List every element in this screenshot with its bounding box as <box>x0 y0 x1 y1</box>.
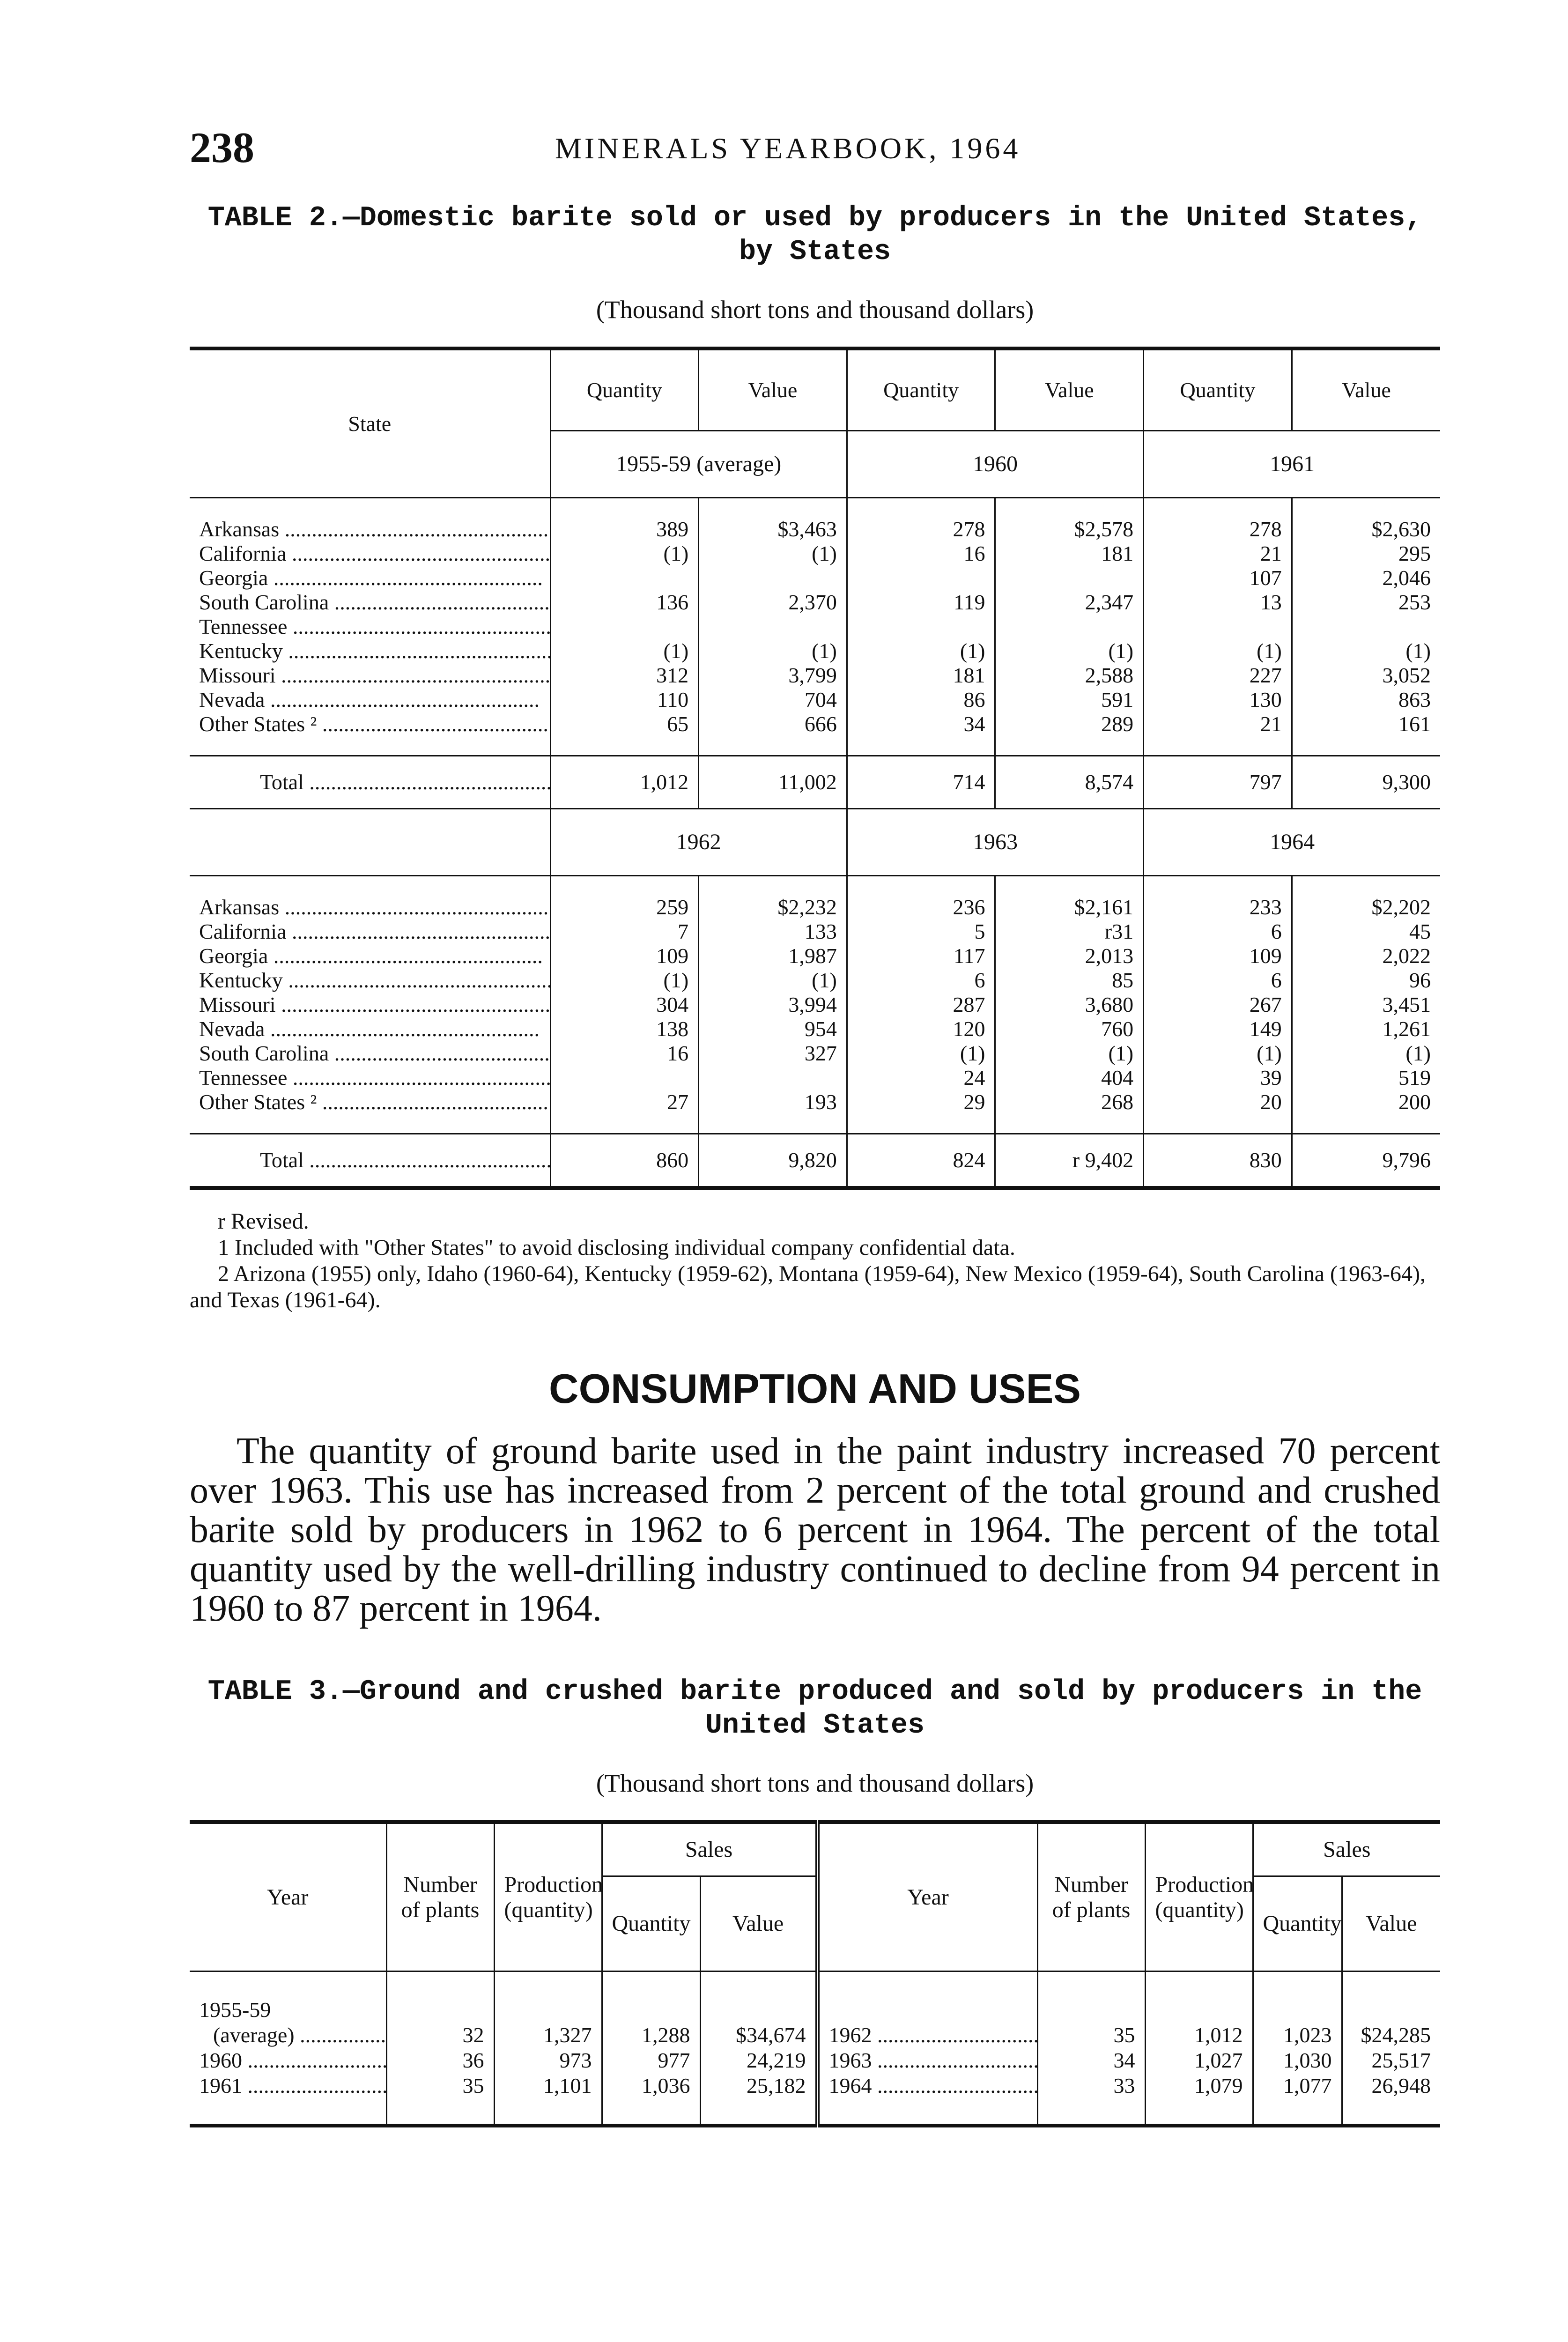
table2-total-row <box>190 756 1440 809</box>
table-cell: (1) <box>550 968 699 993</box>
table-cell: $24,285 <box>1342 2023 1440 2048</box>
table-cell <box>995 615 1144 639</box>
table2-row <box>190 712 1440 736</box>
table-cell <box>550 1066 699 1090</box>
page-number: 238 <box>190 124 254 171</box>
table-cell: 29 <box>847 1090 995 1114</box>
year-column-header: Year <box>190 1822 386 1971</box>
table2-row <box>190 541 1440 566</box>
table-cell: 3,680 <box>995 993 1144 1017</box>
table-cell: (1) <box>699 541 847 566</box>
table-cell <box>550 615 699 639</box>
year-label: (average) ..... <box>190 2023 386 2048</box>
sales-column-header: Sales <box>1253 1822 1440 1876</box>
year-label: 1961 ..... <box>190 2073 386 2098</box>
table-cell: 35 <box>386 2073 494 2098</box>
year-heading: 1960 <box>847 431 1143 498</box>
table-cell: 2,347 <box>995 590 1144 615</box>
table-cell: 130 <box>1144 688 1292 712</box>
table-cell: 20 <box>1144 1090 1292 1114</box>
table-cell: (1) <box>550 541 699 566</box>
table-cell: 977 <box>602 2048 700 2073</box>
year-heading: 1964 <box>1144 809 1440 876</box>
state-name: Arkansas ..... <box>190 517 550 541</box>
table-cell: 181 <box>847 663 995 688</box>
table-cell: 138 <box>550 1017 699 1041</box>
table2 <box>190 347 1440 1190</box>
table2-row <box>190 566 1440 590</box>
table3-row <box>190 2073 1440 2098</box>
table-cell: 312 <box>550 663 699 688</box>
sales-value-header: Value <box>1342 1876 1440 1971</box>
table-cell: 1,036 <box>602 2073 700 2098</box>
quantity-header: Quantity <box>1144 348 1292 431</box>
table-cell <box>699 1066 847 1090</box>
table-cell: 193 <box>699 1090 847 1114</box>
table-cell: 3,451 <box>1292 993 1440 1017</box>
table-cell: $2,578 <box>995 517 1144 541</box>
total-cell: 9,300 <box>1292 756 1440 809</box>
table2-row <box>190 1017 1440 1041</box>
table-cell <box>1253 1997 1342 2023</box>
table-cell <box>700 1997 817 2023</box>
table-cell: 107 <box>1144 566 1292 590</box>
table-cell: 1,012 <box>1145 2023 1253 2048</box>
total-cell: 824 <box>847 1134 995 1188</box>
table-cell: 304 <box>550 993 699 1017</box>
table-cell: 1,079 <box>1145 2073 1253 2098</box>
table3-caption: TABLE 3.—Ground and crushed barite produced and sold by producers in the United States <box>207 1676 1422 1742</box>
year-heading: 1963 <box>847 809 1143 876</box>
table-cell: (1) <box>995 639 1144 663</box>
table-cell: 3,052 <box>1292 663 1440 688</box>
table-cell: (1) <box>1292 639 1440 663</box>
table-cell: 863 <box>1292 688 1440 712</box>
table-cell: 45 <box>1292 919 1440 944</box>
table-cell: 1,327 <box>494 2023 602 2048</box>
table-cell: 1,023 <box>1253 2023 1342 2048</box>
table-cell: 278 <box>1144 517 1292 541</box>
table-cell: $2,630 <box>1292 517 1440 541</box>
state-name: Georgia ..... <box>190 944 550 968</box>
table-cell: (1) <box>550 639 699 663</box>
table-cell: 109 <box>550 944 699 968</box>
table-cell: 404 <box>995 1066 1144 1090</box>
table-cell: 1,101 <box>494 2073 602 2098</box>
table-cell: 236 <box>847 895 995 919</box>
table-cell: 295 <box>1292 541 1440 566</box>
year-label <box>817 1997 1037 2023</box>
year-label: 1960 ..... <box>190 2048 386 2073</box>
total-label: Total ..... <box>190 1134 550 1188</box>
state-name: Arkansas ..... <box>190 895 550 919</box>
total-cell: 8,574 <box>995 756 1144 809</box>
year-heading: 1955-59 (average) <box>550 431 847 498</box>
table-cell: 2,588 <box>995 663 1144 688</box>
table-cell: $2,161 <box>995 895 1144 919</box>
plants-column-header: Number of plants <box>386 1822 494 1971</box>
table-cell: 149 <box>1144 1017 1292 1041</box>
table2-row <box>190 1090 1440 1114</box>
table-cell <box>847 566 995 590</box>
table2-year-row <box>190 809 1440 876</box>
table-cell: (1) <box>847 639 995 663</box>
table-cell: 32 <box>386 2023 494 2048</box>
table-cell: 1,077 <box>1253 2073 1342 2098</box>
table-cell: 389 <box>550 517 699 541</box>
table-cell: 6 <box>847 968 995 993</box>
year-label: 1964 ..... <box>817 2073 1037 2098</box>
table-cell: 161 <box>1292 712 1440 736</box>
state-name: Tennessee ..... <box>190 615 550 639</box>
table-cell: 278 <box>847 517 995 541</box>
table-cell: 327 <box>699 1041 847 1066</box>
table-cell: 2,013 <box>995 944 1144 968</box>
table-cell <box>602 1997 700 2023</box>
table3-row <box>190 2048 1440 2073</box>
year-column-header: Year <box>817 1822 1037 1971</box>
table2-row <box>190 993 1440 1017</box>
table-cell <box>494 1997 602 2023</box>
table-cell: 666 <box>699 712 847 736</box>
table-cell: $2,232 <box>699 895 847 919</box>
table2-row <box>190 615 1440 639</box>
value-header: Value <box>995 348 1144 431</box>
table-cell <box>550 566 699 590</box>
table-cell: 181 <box>995 541 1144 566</box>
table-cell: 65 <box>550 712 699 736</box>
year-heading: 1961 <box>1144 431 1440 498</box>
state-name: South Carolina ..... <box>190 590 550 615</box>
table-cell: 233 <box>1144 895 1292 919</box>
production-column-header: Production (quantity) <box>1145 1822 1253 1971</box>
table-cell: 253 <box>1292 590 1440 615</box>
table2-row <box>190 590 1440 615</box>
table-cell <box>699 615 847 639</box>
state-column-header: State <box>190 348 550 498</box>
table-cell: 973 <box>494 2048 602 2073</box>
sales-quantity-header: Quantity <box>602 1876 700 1971</box>
table-cell: 227 <box>1144 663 1292 688</box>
table2-subtitle: (Thousand short tons and thousand dollars) <box>596 296 1034 324</box>
total-cell: 860 <box>550 1134 699 1188</box>
table2-total-row <box>190 1134 1440 1188</box>
table2-footnotes <box>190 1208 1440 1313</box>
table-cell: 85 <box>995 968 1144 993</box>
table-cell <box>1292 615 1440 639</box>
footnote: 2 Arizona (1955) only, Idaho (1960-64), Kentucky (1959-62), Montana (1959-64), New Mexico (1959-64), South Carolina (1963-64), and Texas (1961-64). <box>190 1261 1426 1312</box>
table-cell: 1,987 <box>699 944 847 968</box>
table-cell: 36 <box>386 2048 494 2073</box>
table-cell: 1,261 <box>1292 1017 1440 1041</box>
sales-value-header: Value <box>700 1876 817 1971</box>
table-cell: 24 <box>847 1066 995 1090</box>
table-cell: 2,370 <box>699 590 847 615</box>
table-cell: 21 <box>1144 712 1292 736</box>
table-cell: $3,463 <box>699 517 847 541</box>
table2-caption: TABLE 2.—Domestic barite sold or used by producers in the United States, by States <box>207 202 1422 268</box>
table-cell: 133 <box>699 919 847 944</box>
table-cell: 200 <box>1292 1090 1440 1114</box>
state-name: Nevada ..... <box>190 1017 550 1041</box>
table2-row <box>190 1066 1440 1090</box>
table-cell <box>1037 1997 1145 2023</box>
state-name: Kentucky ..... <box>190 968 550 993</box>
table-cell: 1,027 <box>1145 2048 1253 2073</box>
state-name: Kentucky ..... <box>190 639 550 663</box>
year-label: 1955-59 <box>199 1998 271 2022</box>
table-cell: 5 <box>847 919 995 944</box>
year-label: 1963 ..... <box>817 2048 1037 2073</box>
table-cell: 289 <box>995 712 1144 736</box>
total-cell: 1,012 <box>550 756 699 809</box>
state-name: Missouri ..... <box>190 993 550 1017</box>
footnote: r Revised. <box>218 1209 309 1234</box>
total-cell: 830 <box>1144 1134 1292 1188</box>
production-column-header: Production (quantity) <box>494 1822 602 1971</box>
table-cell: $34,674 <box>700 2023 817 2048</box>
table-cell: 6 <box>1144 968 1292 993</box>
total-label: Total ..... <box>190 756 550 809</box>
state-name: California ..... <box>190 541 550 566</box>
table-cell: 136 <box>550 590 699 615</box>
table-cell: 3,799 <box>699 663 847 688</box>
table-cell: (1) <box>699 639 847 663</box>
table-cell <box>386 1997 494 2023</box>
table-cell: 704 <box>699 688 847 712</box>
state-name: Nevada ..... <box>190 688 550 712</box>
table2-row <box>190 688 1440 712</box>
table-cell: 259 <box>550 895 699 919</box>
sales-quantity-header: Quantity <box>1253 1876 1342 1971</box>
table-cell: 117 <box>847 944 995 968</box>
state-name: Other States ² ..... <box>190 712 550 736</box>
table-cell: 35 <box>1037 2023 1145 2048</box>
table-cell: 16 <box>550 1041 699 1066</box>
table-cell: 21 <box>1144 541 1292 566</box>
table2-row <box>190 517 1440 541</box>
value-header: Value <box>1292 348 1440 431</box>
table-cell: 268 <box>995 1090 1144 1114</box>
table3-row <box>190 2023 1440 2048</box>
publication-title: MINERALS YEARBOOK, 1964 <box>555 132 1021 165</box>
year-heading: 1962 <box>550 809 847 876</box>
sales-column-header: Sales <box>602 1822 817 1876</box>
table-cell: 110 <box>550 688 699 712</box>
total-cell: 11,002 <box>699 756 847 809</box>
table-cell: 1,030 <box>1253 2048 1342 2073</box>
table-cell: 25,517 <box>1342 2048 1440 2073</box>
total-cell: 714 <box>847 756 995 809</box>
table-cell: (1) <box>1144 1041 1292 1066</box>
state-name: Georgia ..... <box>190 566 550 590</box>
table-cell: 6 <box>1144 919 1292 944</box>
document-page <box>190 112 1440 2127</box>
table-cell: (1) <box>1292 1041 1440 1066</box>
table-cell: 120 <box>847 1017 995 1041</box>
table-cell: 1,288 <box>602 2023 700 2048</box>
table3-row <box>190 1997 1440 2023</box>
table-cell: 27 <box>550 1090 699 1114</box>
plants-column-header: Number of plants <box>1037 1822 1145 1971</box>
quantity-header: Quantity <box>550 348 699 431</box>
table-cell: 13 <box>1144 590 1292 615</box>
table-cell <box>1145 1997 1253 2023</box>
body-paragraph: The quantity of ground barite used in the paint industry increased 70 percent over 1963. This use has increased from 2 percent of the total ground and crushed barite sold by producers in 1962 to 6 percent in 1964. The percent of the total quantity used by the well-drilling industry continued to decline from 94 percent in 1960 to 87 percent in 1964. <box>190 1430 1440 1629</box>
table-cell: 96 <box>1292 968 1440 993</box>
table-cell: 39 <box>1144 1066 1292 1090</box>
table-cell: 760 <box>995 1017 1144 1041</box>
table2-row <box>190 895 1440 919</box>
table-cell: 591 <box>995 688 1144 712</box>
quantity-header: Quantity <box>847 348 995 431</box>
table-cell: (1) <box>699 968 847 993</box>
table-cell: 24,219 <box>700 2048 817 2073</box>
table-cell: 109 <box>1144 944 1292 968</box>
table-cell: 519 <box>1292 1066 1440 1090</box>
table3-subtitle: (Thousand short tons and thousand dollars) <box>596 1769 1034 1797</box>
table2-row <box>190 639 1440 663</box>
table-cell: (1) <box>995 1041 1144 1066</box>
table3 <box>190 1820 1440 2127</box>
table-cell: 86 <box>847 688 995 712</box>
total-cell: 9,820 <box>699 1134 847 1188</box>
table-cell: (1) <box>1144 639 1292 663</box>
table-cell: 7 <box>550 919 699 944</box>
table-cell <box>995 566 1144 590</box>
table2-row <box>190 663 1440 688</box>
table-cell: 287 <box>847 993 995 1017</box>
section-heading: CONSUMPTION AND USES <box>549 1365 1081 1412</box>
table2-header-row <box>190 348 1440 431</box>
state-name: Tennessee ..... <box>190 1066 550 1090</box>
footnote: 1 Included with "Other States" to avoid disclosing individual company confidential data. <box>218 1235 1015 1260</box>
value-header: Value <box>699 348 847 431</box>
total-cell: 797 <box>1144 756 1292 809</box>
total-cell: r 9,402 <box>995 1134 1144 1188</box>
table-cell: 2,022 <box>1292 944 1440 968</box>
table-cell: 34 <box>847 712 995 736</box>
year-label: 1962 ..... <box>817 2023 1037 2048</box>
state-name: California ..... <box>190 919 550 944</box>
state-name: South Carolina ..... <box>190 1041 550 1066</box>
table3-header-row <box>190 1822 1440 1876</box>
table-cell: 267 <box>1144 993 1292 1017</box>
table-cell: 25,182 <box>700 2073 817 2098</box>
table-cell: 119 <box>847 590 995 615</box>
table2-row <box>190 968 1440 993</box>
table-cell <box>1144 615 1292 639</box>
running-header <box>190 112 1440 171</box>
total-cell: 9,796 <box>1292 1134 1440 1188</box>
table2-row <box>190 919 1440 944</box>
table-cell: 2,046 <box>1292 566 1440 590</box>
state-name: Missouri ..... <box>190 663 550 688</box>
table-cell <box>1342 1997 1440 2023</box>
table-cell: 3,994 <box>699 993 847 1017</box>
table-cell: $2,202 <box>1292 895 1440 919</box>
table-cell: 954 <box>699 1017 847 1041</box>
table-cell: r31 <box>995 919 1144 944</box>
table-cell: 16 <box>847 541 995 566</box>
table-cell: 34 <box>1037 2048 1145 2073</box>
table-cell: (1) <box>847 1041 995 1066</box>
table-cell <box>847 615 995 639</box>
table-cell: 26,948 <box>1342 2073 1440 2098</box>
state-name: Other States ² ..... <box>190 1090 550 1114</box>
table-cell: 33 <box>1037 2073 1145 2098</box>
table-cell <box>699 566 847 590</box>
table2-row <box>190 944 1440 968</box>
table2-row <box>190 1041 1440 1066</box>
